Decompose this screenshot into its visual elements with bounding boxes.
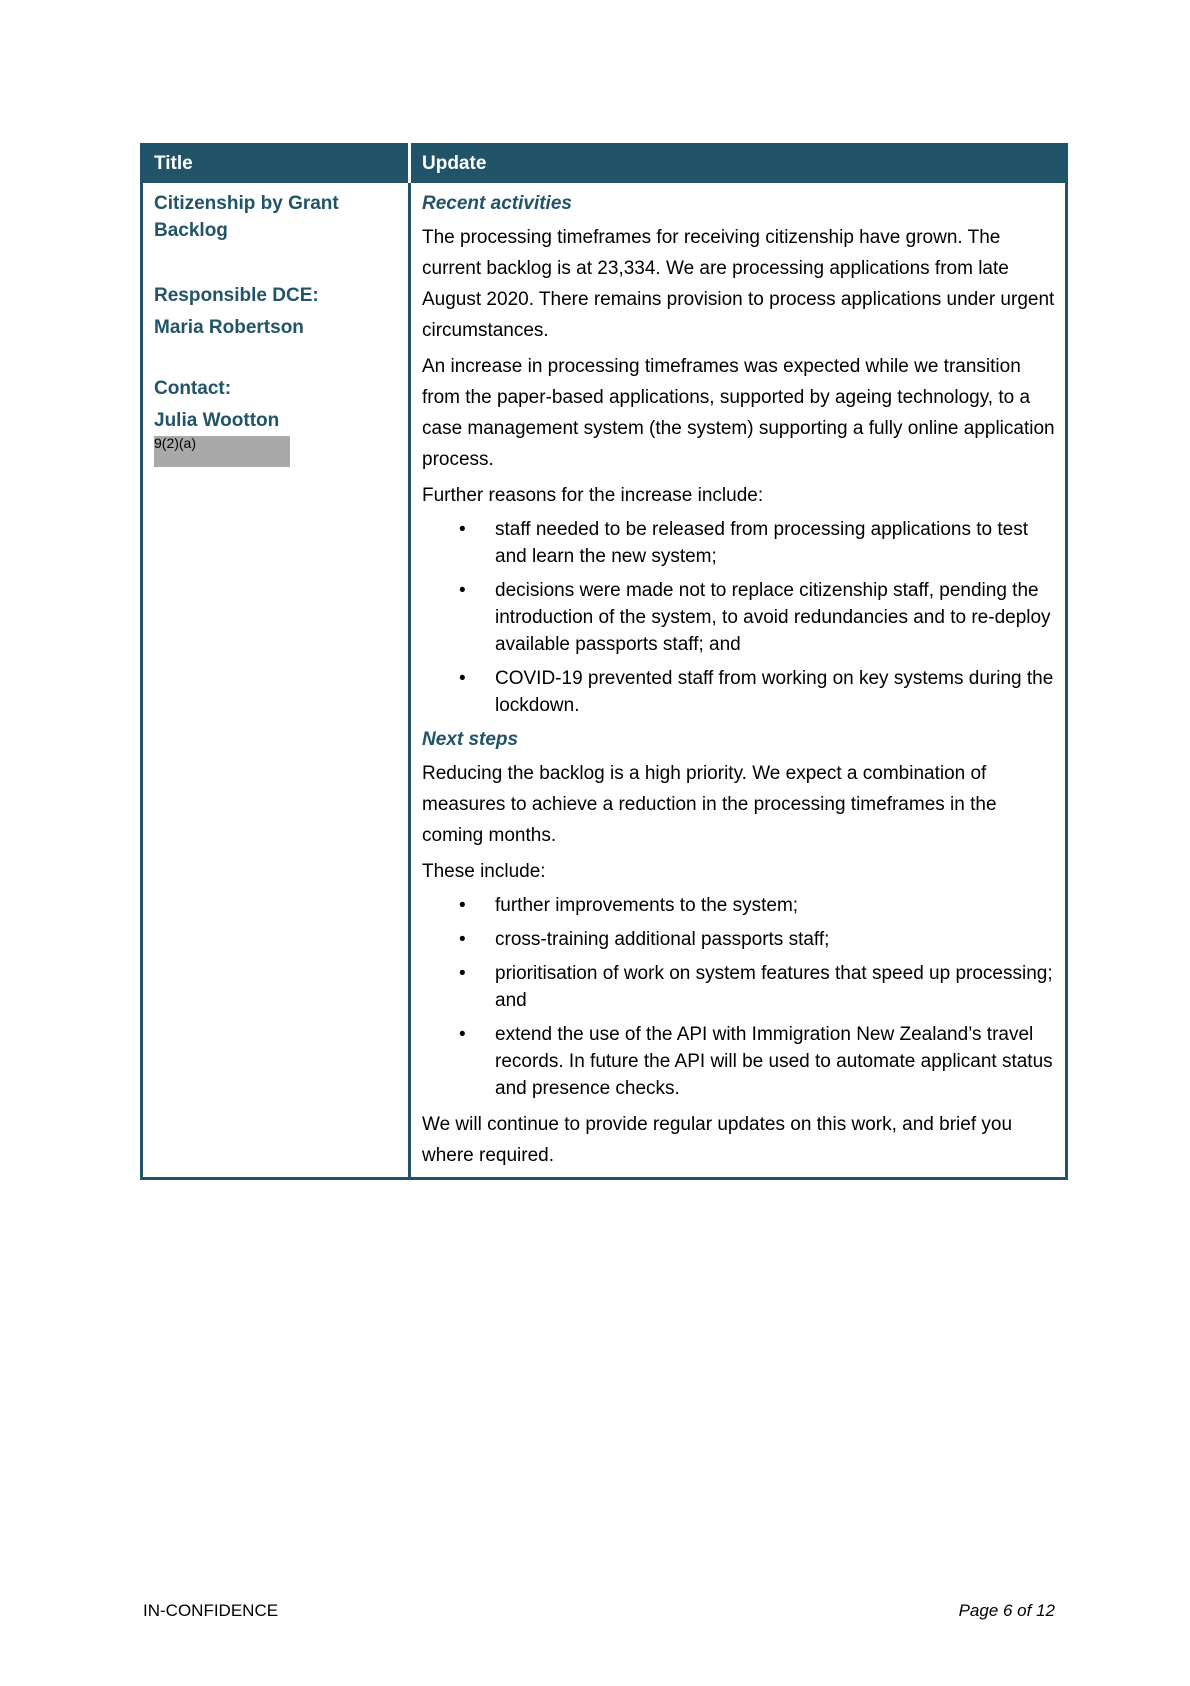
bullet-icon: •	[459, 668, 466, 689]
reasons-list	[422, 516, 1059, 719]
recent-activities-heading: Recent activities	[422, 193, 572, 214]
bullet-icon: •	[459, 580, 466, 601]
next-steps-heading: Next steps	[422, 729, 519, 750]
page-number: Page 6 of 12	[958, 1601, 1055, 1620]
classification-footer: IN-CONFIDENCE	[143, 1601, 279, 1620]
responsible-name: Maria Robertson	[154, 317, 304, 338]
contact-name: Julia Wootton	[154, 410, 280, 431]
list-item-text: COVID-19 prevented staff from working on key systems during the lockdown.	[495, 668, 1054, 716]
next-paragraph: Reducing the backlog is a high priority. We expect a combination of measures to achieve a reduction in the processing timeframes in the coming months.	[422, 763, 997, 846]
briefing-table	[140, 143, 1068, 1180]
table-body-row	[143, 183, 1065, 1177]
bullet-icon: •	[459, 963, 466, 984]
list-item-text: prioritisation of work on system features that speed up processing; and	[495, 963, 1053, 1011]
list-item	[422, 892, 1059, 919]
list-item-text: decisions were made not to replace citizenship staff, pending the introduction of the system, to avoid redundancies and to re-deploy available passports staff; and	[495, 580, 1051, 655]
item-title-line1: Citizenship by Grant	[154, 193, 339, 214]
list-item	[422, 960, 1059, 1014]
recent-paragraph: Further reasons for the increase include:	[422, 485, 764, 506]
list-item-text: cross-training additional passports staff;	[495, 929, 830, 950]
redaction-box: 9(2)(a)	[154, 436, 290, 467]
item-title-line2: Backlog	[154, 220, 228, 241]
bullet-icon: •	[459, 1024, 466, 1045]
list-item-text: further improvements to the system;	[495, 895, 799, 916]
measures-list	[422, 892, 1059, 1102]
header-update: Update	[422, 153, 487, 174]
list-item	[422, 1021, 1059, 1102]
title-cell	[143, 183, 411, 1177]
bullet-icon: •	[459, 929, 466, 950]
list-item	[422, 665, 1059, 719]
list-item	[422, 516, 1059, 570]
bullet-icon: •	[459, 519, 466, 540]
update-cell	[411, 183, 1065, 1177]
list-item	[422, 926, 1059, 953]
contact-label: Contact:	[154, 378, 232, 399]
table-header-row	[143, 143, 1065, 183]
bullet-icon: •	[459, 895, 466, 916]
recent-paragraph: An increase in processing timeframes was expected while we transition from the paper-based applications, supported by ageing technology, to a case management system (the system) supporting a fully online application process.	[422, 356, 1055, 470]
list-item-text: extend the use of the API with Immigration New Zealand’s travel records. In future the API will be used to automate applicant status and presence checks.	[495, 1024, 1053, 1099]
responsible-label: Responsible DCE:	[154, 285, 319, 306]
list-item	[422, 577, 1059, 658]
next-paragraph: These include:	[422, 861, 546, 882]
header-title: Title	[143, 143, 411, 183]
closing-paragraph: We will continue to provide regular updates on this work, and brief you where required.	[422, 1114, 1013, 1166]
recent-paragraph: The processing timeframes for receiving citizenship have grown. The current backlog is at 23,334. We are processing applications from late August 2020. There remains provision to process applications under urgent circumstances.	[422, 227, 1055, 341]
list-item-text: staff needed to be released from processing applications to test and learn the new system;	[495, 519, 1029, 567]
